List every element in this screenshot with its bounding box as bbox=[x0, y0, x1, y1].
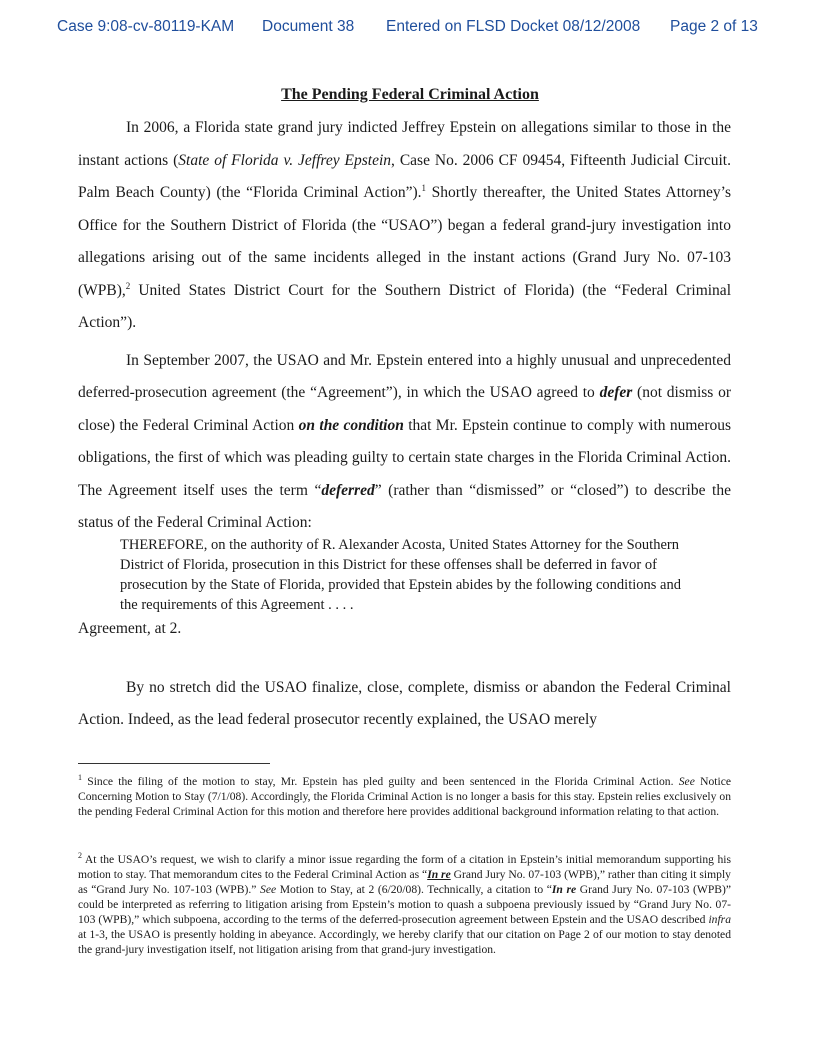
emphasis-deferred: deferred bbox=[321, 481, 375, 499]
emphasis-defer: defer bbox=[599, 384, 633, 401]
footnote-ref-1[interactable]: 1 bbox=[421, 182, 426, 193]
header-document-number: Document 38 bbox=[262, 18, 355, 35]
footnote-ref-2[interactable]: 2 bbox=[125, 280, 131, 291]
paragraph-florida-action: In 2006, a Florida state grand jury indicted Jeffrey Epstein on allegations similar to those in the instant actions (State of Florida v. Jeffrey Epstein, Case No. 2006 CF 09454, Fifteenth Judicial Circuit. Palm Beach County) (the “Florida Criminal Action”).$^1$ Shortly thereafter, the United States Attorney’s Office for the Southern District of Florida (the “USAO”) began a federal grand-jury investigation into allegations arising out of the same incidents alleged in the instant actions (Grand Jury No. 07-103 (WPB),$^2$ United States District Court for the Southern District of Florida) (the “Federal Criminal Action”). bbox=[78, 119, 731, 331]
emphasis-condition: on the condition bbox=[298, 416, 404, 434]
section-title: The Pending Federal Criminal Action bbox=[281, 86, 539, 103]
agreement-citation: Agreement, at 2. bbox=[78, 620, 182, 637]
header-case-number: Case 9:08-cv-80119-KAM bbox=[57, 18, 235, 35]
header-entered-date: Entered on FLSD Docket 08/12/2008 bbox=[386, 18, 641, 35]
header-page-number: Page 2 of 13 bbox=[670, 18, 758, 35]
body-paragraphs bbox=[78, 112, 731, 540]
block-quote: THEREFORE, on the authority of R. Alexander Acosta, United States Attorney for the Southern District of Florida, prosecution in this District for these offenses shall be deferred in favor of prosecution by the State of Florida, provided that Epstein abides by the following conditions and the requirements of this Agreement . . . . bbox=[120, 537, 681, 613]
paragraph-agreement: In September 2007, the USAO and Mr. Epstein entered into a highly unusual and unprecedented deferred-prosecution agreement (the “Agreement”), in which the USAO agreed to defer (not dismiss or close) the Federal Criminal Action on the condition that Mr. Epstein continue to comply with numerous obligations, the first of which was pleading guilty to certain state charges in the Florida Criminal Action. The Agreement itself uses the term “deferred” (rather than “dismissed” or “closed”) to describe the status of the Federal Criminal Action: bbox=[78, 351, 732, 531]
paragraph-no-stretch: By no stretch did the USAO finalize, close, complete, dismiss or abandon the Federal Criminal Action. Indeed, as the lead federal prosecutor recently explained, the USAO merely bbox=[78, 678, 731, 728]
footnote-2: $^2$ At the USAO’s request, we wish to clarify a minor issue regarding the form of a citation in Epstein’s initial memorandum supporting his motion to stay. That memorandum cites to the Federal Criminal Action as “In re Grand Jury No. 07-103 (WPB),” rather than citing it simply as “Grand Jury No. 107-103 (WPB).” See Motion to Stay, at 2 (6/20/08). Technically, a citation to “In re Grand Jury No. 07-103 (WPB)” could be interpreted as referring to litigation arising from Epstein’s motion to quash a subpoena previously issued by “Grand Jury No. 07-103 (WPB),” which subpoena, according to the terms of the deferred-prosecution agreement between Epstein and the USAO described infra at 1-3, the USAO is presently holding in abeyance. Accordingly, we hereby clarify that our citation on Page 2 of our motion to stay denoted the grand-jury investigation itself, not litigation arising from that grand-jury investigation. bbox=[78, 851, 732, 956]
footnote-1: $^1$ Since the filing of the motion to stay, Mr. Epstein has pled guilty and been sentenced in the Florida Criminal Action. See Notice Concerning Motion to Stay (7/1/08). Accordingly, the Florida Criminal Action is no longer a basis for this stay. Epstein relies exclusively on the pending Federal Criminal Action for this motion and therefore here provides additional background information relating to that action. bbox=[78, 773, 731, 818]
case-name-italic: State of Florida v. Jeffrey Epstein bbox=[178, 151, 392, 169]
footnote-divider bbox=[78, 763, 270, 764]
